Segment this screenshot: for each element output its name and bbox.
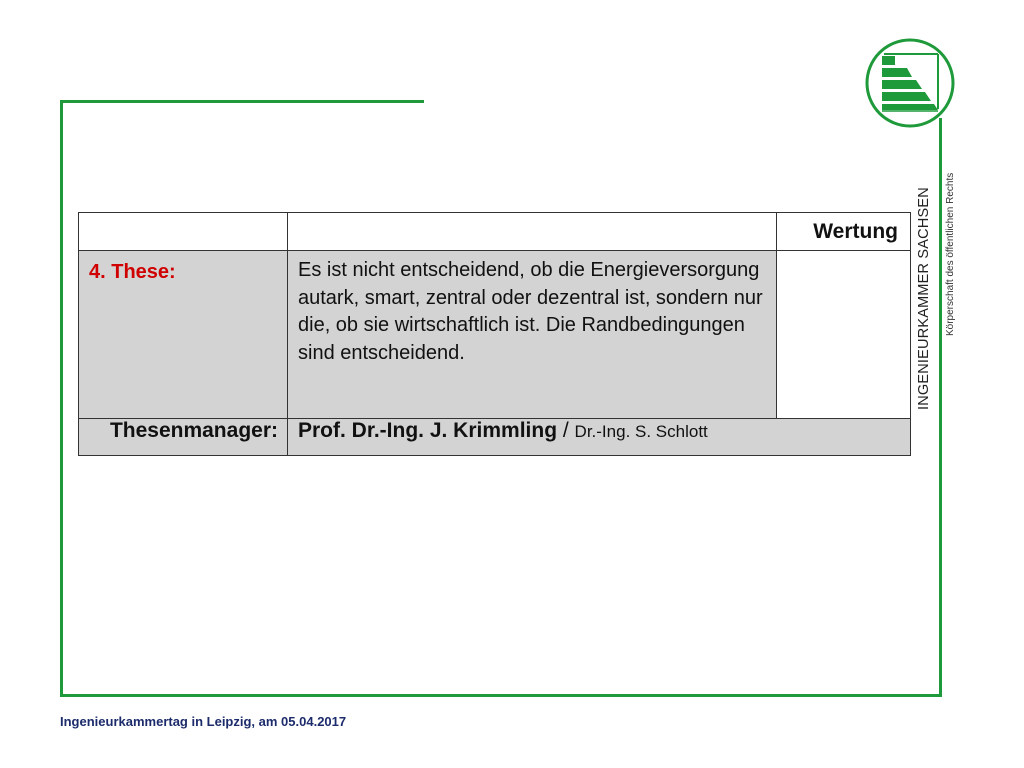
ingenieurkammer-logo-icon (864, 37, 956, 129)
thesis-table (78, 212, 911, 456)
table-header-row (79, 213, 911, 251)
these-label: 4. These: (79, 251, 288, 419)
frame-bottom-line (60, 694, 942, 697)
organization-subtitle: Körperschaft des öffentlichen Rechts (945, 172, 956, 336)
header-cell-2 (288, 213, 777, 251)
thesenmanager-label: Thesenmanager: (79, 419, 288, 456)
frame-right-line (939, 118, 942, 697)
frame-left-line (60, 100, 63, 697)
these-row (79, 251, 911, 419)
thesenmanager-value (288, 419, 911, 456)
manager-primary-name: Prof. Dr.-Ing. J. Krimmling (298, 419, 558, 442)
wertung-header: Wertung (777, 213, 911, 251)
footer-text: Ingenieurkammertag in Leipzig, am 05.04.2017 (60, 714, 347, 729)
header-cell-1 (79, 213, 288, 251)
these-rating-cell (777, 251, 911, 419)
manager-separator: / (557, 419, 575, 442)
frame-top-line (60, 100, 424, 103)
manager-secondary-name: Dr.-Ing. S. Schlott (574, 422, 708, 441)
these-text: Es ist nicht entscheidend, ob die Energieversorgung autark, smart, zentral oder dezentral ist, sondern nur die, ob sie wirtschaftlich ist. Die Randbedingungen sind entscheidend. (288, 251, 777, 419)
organization-name: INGENIEURKAMMER SACHSEN (916, 187, 932, 410)
manager-row (79, 419, 911, 456)
